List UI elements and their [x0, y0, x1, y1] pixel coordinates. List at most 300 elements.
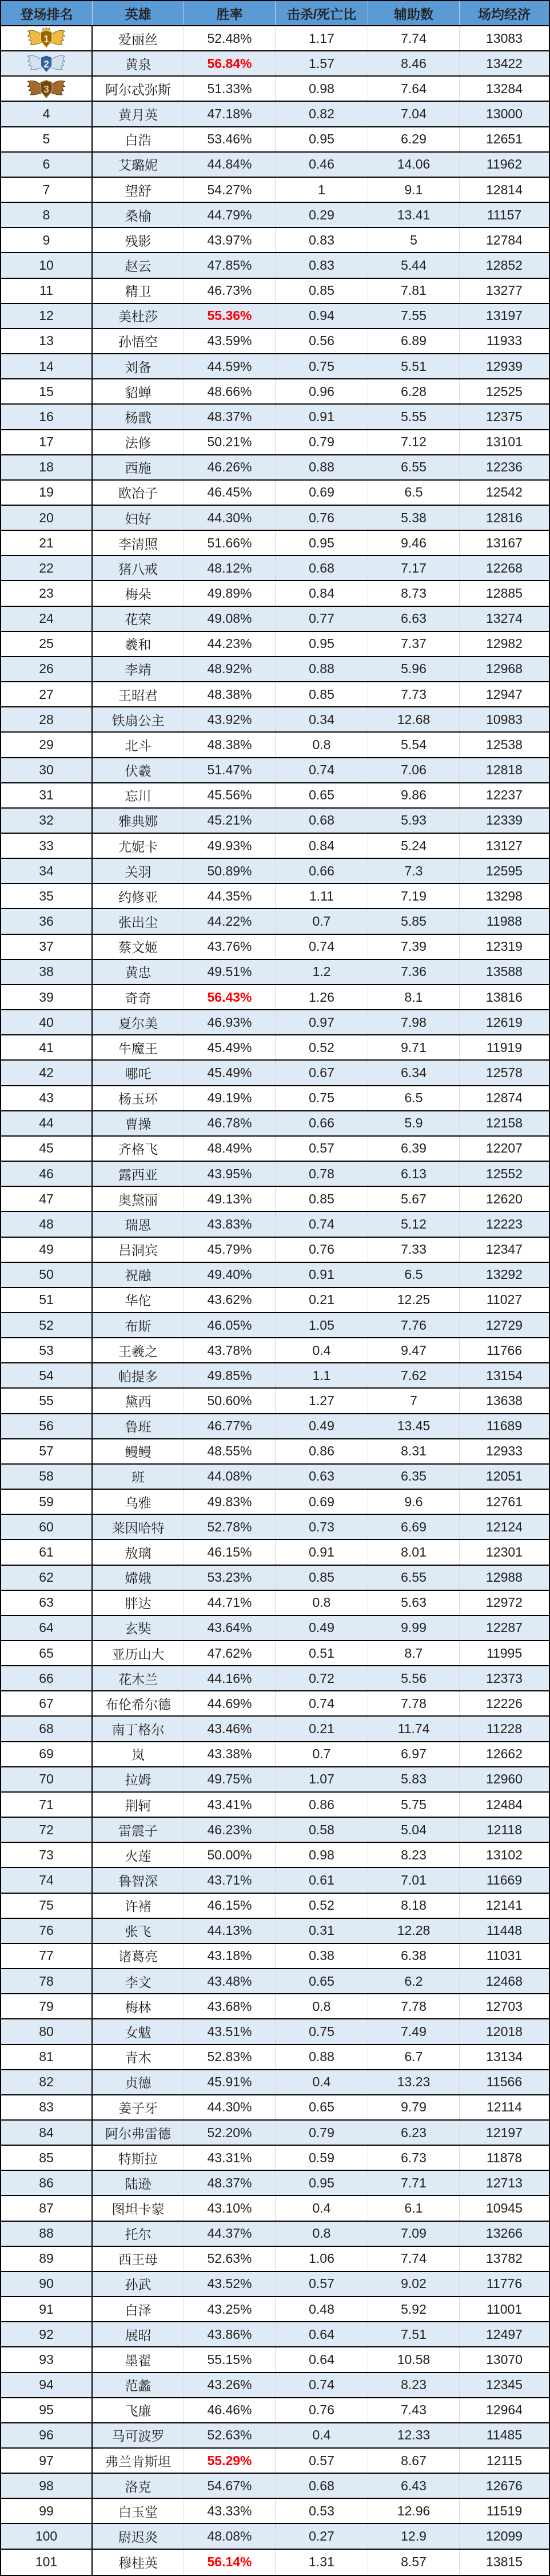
- kd-ratio-value: 0.85: [276, 279, 368, 303]
- win-rate-value: 54.67%: [184, 2474, 276, 2498]
- economy-value: 13422: [486, 55, 523, 71]
- win-rate-value: 45.21%: [184, 809, 276, 833]
- rank-cell: 69: [1, 1742, 93, 1766]
- rank-cell: 54: [1, 1363, 93, 1387]
- kd-ratio-value: 0.74: [276, 2373, 368, 2397]
- kd-ratio-value: 0.65: [276, 2095, 368, 2119]
- table-row: [1, 1212, 549, 1237]
- kd-ratio-value: 0.69: [276, 481, 368, 505]
- hero-name: 西王母: [93, 2247, 184, 2271]
- hero-name: 张飞: [93, 1919, 184, 1943]
- kd-ratio-value: 0.74: [276, 1691, 368, 1715]
- kd-ratio-value: 0.95: [276, 531, 368, 555]
- rank-cell: 77: [1, 1944, 93, 1968]
- rank-cell: 49: [1, 1238, 93, 1262]
- economy-value: 12141: [486, 1898, 523, 1913]
- assists-value: 7.01: [368, 1868, 460, 1892]
- economy-value: 13588: [486, 964, 523, 979]
- economy-value: 11027: [486, 1292, 523, 1307]
- assists-value: 9.71: [368, 1035, 460, 1059]
- economy-value: 13083: [486, 30, 523, 46]
- assists-value: 12.9: [368, 2524, 460, 2548]
- assists-value: 6.63: [368, 607, 460, 631]
- column-header-kd-ratio: 击杀/死亡比: [276, 1, 368, 25]
- table-row: [1, 834, 549, 859]
- hero-name: 黛西: [93, 1389, 184, 1413]
- assists-value: 5: [368, 228, 460, 252]
- rank-cell: 11: [1, 279, 93, 303]
- economy-value: 11766: [486, 1342, 523, 1358]
- kd-ratio-value: 0.64: [276, 2347, 368, 2371]
- economy-value: 10945: [486, 2201, 523, 2216]
- kd-ratio-value: 0.91: [276, 405, 368, 429]
- assists-value: 7.19: [368, 884, 460, 908]
- kd-ratio-value: 0.48: [276, 2297, 368, 2321]
- kd-ratio-value: 0.21: [276, 1717, 368, 1741]
- table-row: [1, 1187, 549, 1212]
- table-row: [1, 2373, 549, 2398]
- hero-name: 梅林: [93, 1994, 184, 2018]
- hero-name: 姜子牙: [93, 2095, 184, 2119]
- rank-cell: 8: [1, 203, 93, 227]
- assists-value: 5.75: [368, 1793, 460, 1817]
- assists-value: 9.46: [368, 531, 460, 555]
- kd-ratio-value: 0.68: [276, 2474, 368, 2498]
- kd-ratio-value: 0.69: [276, 1490, 368, 1514]
- economy-value: 12373: [486, 1670, 523, 1686]
- kd-ratio-value: 0.52: [276, 1035, 368, 1059]
- rank-cell: 96: [1, 2423, 93, 2447]
- assists-value: 7.64: [368, 77, 460, 101]
- hero-name: 荆轲: [93, 1793, 184, 1817]
- kd-ratio-value: 0.59: [276, 2146, 368, 2170]
- win-rate-value: 44.13%: [184, 1919, 276, 1943]
- table-row: [1, 1465, 549, 1490]
- economy-value: 12124: [486, 1519, 523, 1534]
- assists-value: 6.39: [368, 1137, 460, 1161]
- assists-value: 6.38: [368, 1944, 460, 1968]
- kd-ratio-value: 0.76: [276, 506, 368, 530]
- hero-name: 鲁班: [93, 1414, 184, 1438]
- win-rate-value: 46.45%: [184, 481, 276, 505]
- svg-text:1: 1: [43, 33, 49, 45]
- economy-value: 13292: [486, 1267, 523, 1282]
- economy-value: 12051: [486, 1469, 523, 1484]
- assists-value: 9.47: [368, 1338, 460, 1362]
- hero-name: 南丁格尔: [93, 1717, 184, 1741]
- win-rate-value: 55.15%: [184, 2347, 276, 2371]
- hero-name: 赵云: [93, 253, 184, 277]
- rank-cell: 26: [1, 657, 93, 681]
- rank-cell: 52: [1, 1313, 93, 1337]
- kd-ratio-value: 0.97: [276, 1010, 368, 1034]
- hero-name: 蔡文姬: [93, 935, 184, 959]
- kd-ratio-value: 0.4: [276, 2070, 368, 2094]
- economy-value: 12114: [486, 2099, 523, 2115]
- table-row: [1, 481, 549, 506]
- table-row: [1, 253, 549, 278]
- assists-value: 6.29: [368, 127, 460, 151]
- economy-value: 13197: [486, 308, 523, 323]
- kd-ratio-value: 0.56: [276, 329, 368, 353]
- economy-value: 12118: [486, 1822, 523, 1837]
- hero-name: 花荣: [93, 607, 184, 631]
- win-rate-value: 50.21%: [184, 430, 276, 454]
- table-row: [1, 985, 549, 1010]
- win-rate-value: 52.63%: [184, 2423, 276, 2447]
- hero-name: 刘备: [93, 354, 184, 378]
- hero-name: 白玉堂: [93, 2499, 184, 2523]
- kd-ratio-value: 0.34: [276, 707, 368, 731]
- economy-value: 11689: [486, 1418, 523, 1434]
- win-rate-value: 56.14%: [184, 2550, 276, 2575]
- table-row: [1, 279, 549, 304]
- hero-name: 妇好: [93, 506, 184, 530]
- assists-value: 6.5: [368, 1086, 460, 1110]
- kd-ratio-value: 0.96: [276, 379, 368, 403]
- table-row: [1, 2449, 549, 2474]
- table-row: [1, 2196, 549, 2221]
- table-row: [1, 935, 549, 960]
- kd-ratio-value: 0.49: [276, 1616, 368, 1640]
- kd-ratio-value: 0.72: [276, 1666, 368, 1690]
- hero-name: 白浩: [93, 127, 184, 151]
- assists-value: 5.92: [368, 2297, 460, 2321]
- kd-ratio-value: 0.7: [276, 909, 368, 933]
- assists-value: 7: [368, 1389, 460, 1413]
- economy-value: 12538: [486, 737, 523, 752]
- table-row: [1, 607, 549, 632]
- rank-cell: 44: [1, 1111, 93, 1135]
- kd-ratio-value: 0.52: [276, 1894, 368, 1918]
- table-row: [1, 1616, 549, 1641]
- hero-name: 许褚: [93, 1894, 184, 1918]
- win-rate-value: 54.27%: [184, 178, 276, 202]
- kd-ratio-value: 1.1: [276, 1363, 368, 1387]
- win-rate-value: 48.66%: [184, 379, 276, 403]
- table-row: [1, 2272, 549, 2297]
- rank-cell: 18: [1, 455, 93, 479]
- kd-ratio-value: 0.83: [276, 253, 368, 277]
- economy-value: 12197: [486, 2125, 523, 2140]
- win-rate-value: 45.91%: [184, 2070, 276, 2094]
- table-row: [1, 2045, 549, 2070]
- kd-ratio-value: 0.57: [276, 2449, 368, 2473]
- assists-value: 7.78: [368, 1994, 460, 2018]
- table-row: [1, 783, 549, 809]
- rank-cell: 42: [1, 1061, 93, 1085]
- hero-name: 杨戬: [93, 405, 184, 429]
- rank-cell: 19: [1, 481, 93, 505]
- kd-ratio-value: 1: [276, 178, 368, 202]
- economy-value: 12018: [486, 2023, 523, 2039]
- table-row: [1, 102, 549, 127]
- rank-cell: 28: [1, 707, 93, 731]
- rank-cell: [1, 51, 93, 75]
- rank-cell: 12: [1, 304, 93, 328]
- hero-name: 忘川: [93, 783, 184, 807]
- win-rate-value: 56.43%: [184, 985, 276, 1009]
- assists-value: 7.33: [368, 1238, 460, 1262]
- economy-value: 13782: [486, 2251, 523, 2266]
- assists-value: 6.34: [368, 1061, 460, 1085]
- assists-value: 6.5: [368, 1263, 460, 1287]
- table-row: [1, 1818, 549, 1843]
- assists-value: 5.04: [368, 1818, 460, 1842]
- hero-name: 托尔: [93, 2222, 184, 2246]
- win-rate-value: 45.56%: [184, 783, 276, 807]
- win-rate-value: 43.33%: [184, 2499, 276, 2523]
- win-rate-value: 51.66%: [184, 531, 276, 555]
- table-row: [1, 2423, 549, 2449]
- win-rate-value: 44.30%: [184, 506, 276, 530]
- rank-cell: 31: [1, 783, 93, 807]
- column-header-rank: 登场排名: [1, 1, 93, 25]
- rank-3-medal-icon: [25, 77, 68, 100]
- hero-name: 雅典娜: [93, 809, 184, 833]
- assists-value: 6.7: [368, 2045, 460, 2069]
- win-rate-value: 43.86%: [184, 2322, 276, 2346]
- economy-value: 12578: [486, 1065, 523, 1080]
- table-row: [1, 2146, 549, 2171]
- rank-cell: 43: [1, 1086, 93, 1110]
- table-row: [1, 77, 549, 102]
- hero-name: 鲁智深: [93, 1868, 184, 1892]
- hero-name: 尉迟炎: [93, 2524, 184, 2548]
- kd-ratio-value: 0.49: [276, 1414, 368, 1438]
- rank-cell: 71: [1, 1793, 93, 1817]
- rank-cell: 13: [1, 329, 93, 353]
- assists-value: 5.56: [368, 1666, 460, 1690]
- win-rate-value: 48.37%: [184, 405, 276, 429]
- table-row: [1, 1338, 549, 1363]
- rank-cell: 59: [1, 1490, 93, 1514]
- hero-name: 陆逊: [93, 2171, 184, 2195]
- table-row: [1, 379, 549, 405]
- assists-value: 12.96: [368, 2499, 460, 2523]
- economy-value: 12964: [486, 2402, 523, 2418]
- svg-text:3: 3: [43, 83, 49, 95]
- win-rate-value: 46.93%: [184, 1010, 276, 1034]
- win-rate-value: 52.48%: [184, 26, 276, 50]
- economy-value: 12319: [486, 939, 523, 954]
- hero-name: 残影: [93, 228, 184, 252]
- assists-value: 8.23: [368, 1843, 460, 1867]
- kd-ratio-value: 0.73: [276, 1515, 368, 1539]
- kd-ratio-value: 0.27: [276, 2524, 368, 2548]
- kd-ratio-value: 0.74: [276, 758, 368, 782]
- assists-value: 11.74: [368, 1717, 460, 1741]
- assists-value: 8.46: [368, 51, 460, 75]
- table-row: [1, 809, 549, 834]
- rank-cell: 46: [1, 1162, 93, 1186]
- win-rate-value: 43.62%: [184, 1288, 276, 1312]
- rank-cell: 85: [1, 2146, 93, 2170]
- hero-name: 北斗: [93, 733, 184, 757]
- win-rate-value: 46.26%: [184, 455, 276, 479]
- economy-value: 12703: [486, 1998, 523, 2014]
- economy-value: 12115: [486, 2453, 523, 2468]
- hero-name: 贞德: [93, 2070, 184, 2094]
- assists-value: 5.54: [368, 733, 460, 757]
- win-rate-value: 55.29%: [184, 2449, 276, 2473]
- assists-value: 13.41: [368, 203, 460, 227]
- rank-cell: 88: [1, 2222, 93, 2246]
- table-row: [1, 859, 549, 884]
- economy-value: 12816: [486, 510, 523, 525]
- rank-cell: 94: [1, 2373, 93, 2397]
- economy-value: 11962: [486, 157, 523, 172]
- hero-name: 玄奘: [93, 1616, 184, 1640]
- hero-name: 法修: [93, 430, 184, 454]
- rank-cell: 40: [1, 1010, 93, 1034]
- rank-cell: 55: [1, 1389, 93, 1413]
- table-row: [1, 1363, 549, 1389]
- win-rate-value: 43.41%: [184, 1793, 276, 1817]
- table-row: [1, 2121, 549, 2146]
- hero-name: 青木: [93, 2045, 184, 2069]
- kd-ratio-value: 0.77: [276, 607, 368, 631]
- win-rate-value: 52.83%: [184, 2045, 276, 2069]
- rank-cell: 14: [1, 354, 93, 378]
- table-row: [1, 1793, 549, 1818]
- economy-value: 13284: [486, 81, 523, 96]
- kd-ratio-value: 0.8: [276, 733, 368, 757]
- hero-name: 齐格飞: [93, 1137, 184, 1161]
- hero-name: 火莲: [93, 1843, 184, 1867]
- win-rate-value: 56.84%: [184, 51, 276, 75]
- assists-value: 5.38: [368, 506, 460, 530]
- assists-value: 7.49: [368, 2019, 460, 2043]
- win-rate-value: 43.31%: [184, 2146, 276, 2170]
- kd-ratio-value: 0.98: [276, 77, 368, 101]
- assists-value: 7.43: [368, 2398, 460, 2422]
- rank-cell: 34: [1, 859, 93, 883]
- win-rate-value: 43.78%: [184, 1338, 276, 1362]
- column-header-avg-economy: 场均经济: [478, 6, 531, 22]
- hero-name: 爱丽丝: [93, 26, 184, 50]
- table-row: [1, 2222, 549, 2247]
- kd-ratio-value: 0.98: [276, 1843, 368, 1867]
- assists-value: 8.57: [368, 2550, 460, 2575]
- table-row: [1, 2499, 549, 2524]
- assists-value: 5.83: [368, 1767, 460, 1791]
- assists-value: 6.13: [368, 1162, 460, 1186]
- win-rate-value: 43.59%: [184, 329, 276, 353]
- hero-name: 嫦娥: [93, 1566, 184, 1590]
- economy-value: 12676: [486, 2478, 523, 2493]
- kd-ratio-value: 0.31: [276, 1919, 368, 1943]
- rank-cell: 33: [1, 834, 93, 858]
- table-row: [1, 2247, 549, 2272]
- hero-name: 阿尔忒弥斯: [93, 77, 184, 101]
- table-row: [1, 884, 549, 909]
- hero-name: 张出尘: [93, 909, 184, 933]
- rank-cell: 50: [1, 1263, 93, 1287]
- rank-cell: 84: [1, 2121, 93, 2145]
- rank-cell: 36: [1, 909, 93, 933]
- win-rate-value: 49.13%: [184, 1187, 276, 1211]
- economy-value: 12713: [486, 2175, 523, 2190]
- hero-name: 白泽: [93, 2297, 184, 2321]
- rank-cell: 27: [1, 682, 93, 706]
- hero-name: 穆桂英: [93, 2550, 184, 2575]
- kd-ratio-value: 0.79: [276, 2121, 368, 2145]
- hero-name: 弗兰肯斯坦: [93, 2449, 184, 2473]
- table-row: [1, 2474, 549, 2499]
- assists-value: 9.86: [368, 783, 460, 807]
- column-header-win-rate: 胜率: [184, 1, 276, 25]
- assists-value: 7.09: [368, 2222, 460, 2246]
- assists-value: 7.81: [368, 279, 460, 303]
- win-rate-value: 48.55%: [184, 1439, 276, 1463]
- win-rate-value: 52.78%: [184, 1515, 276, 1539]
- table-row: [1, 127, 549, 153]
- table-row: [1, 2322, 549, 2347]
- table-row: [1, 2095, 549, 2121]
- win-rate-value: 49.85%: [184, 1363, 276, 1387]
- assists-value: 6.2: [368, 1969, 460, 1993]
- kd-ratio-value: 1.27: [276, 1389, 368, 1413]
- rank-cell: 60: [1, 1515, 93, 1539]
- table-row: [1, 707, 549, 733]
- win-rate-value: 43.18%: [184, 1944, 276, 1968]
- rank-cell: 38: [1, 960, 93, 984]
- win-rate-value: 46.23%: [184, 1818, 276, 1842]
- assists-value: 6.89: [368, 329, 460, 353]
- economy-value: 12287: [486, 1620, 523, 1635]
- economy-value: 12885: [486, 586, 523, 601]
- rank-cell: 65: [1, 1641, 93, 1665]
- rank-cell: 89: [1, 2247, 93, 2271]
- win-rate-value: 50.60%: [184, 1389, 276, 1413]
- win-rate-value: 43.68%: [184, 1994, 276, 2018]
- economy-value: 12226: [486, 1695, 523, 1711]
- table-row: [1, 2019, 549, 2045]
- kd-ratio-value: 0.58: [276, 1818, 368, 1842]
- win-rate-value: 45.49%: [184, 1061, 276, 1085]
- economy-value: 13000: [486, 106, 523, 122]
- table-row: [1, 1061, 549, 1086]
- assists-value: 6.35: [368, 1465, 460, 1489]
- win-rate-value: 47.18%: [184, 102, 276, 126]
- rank-cell: 21: [1, 531, 93, 555]
- kd-ratio-value: 0.68: [276, 556, 368, 580]
- hero-name: 艾璐妮: [93, 153, 184, 177]
- economy-value: 11988: [486, 914, 523, 929]
- hero-name: 吕洞宾: [93, 1238, 184, 1262]
- table-row: [1, 1137, 549, 1162]
- hero-name: 孙悟空: [93, 329, 184, 353]
- win-rate-value: 46.05%: [184, 1313, 276, 1337]
- rank-cell: 6: [1, 153, 93, 177]
- kd-ratio-value: 0.94: [276, 304, 368, 328]
- economy-value: 12484: [486, 1797, 523, 1812]
- kd-ratio-value: 0.74: [276, 1212, 368, 1236]
- assists-value: 9.02: [368, 2272, 460, 2296]
- kd-ratio-value: 0.21: [276, 1288, 368, 1312]
- economy-value: 12542: [486, 485, 523, 500]
- hero-name: 桑榆: [93, 203, 184, 227]
- rank-cell: 63: [1, 1591, 93, 1615]
- assists-value: 10.58: [368, 2347, 460, 2371]
- assists-value: 9.1: [368, 178, 460, 202]
- assists-value: 7.55: [368, 304, 460, 328]
- rank-cell: 17: [1, 430, 93, 454]
- table-row: [1, 228, 549, 253]
- hero-name: 铁扇公主: [93, 707, 184, 731]
- rank-cell: 62: [1, 1566, 93, 1590]
